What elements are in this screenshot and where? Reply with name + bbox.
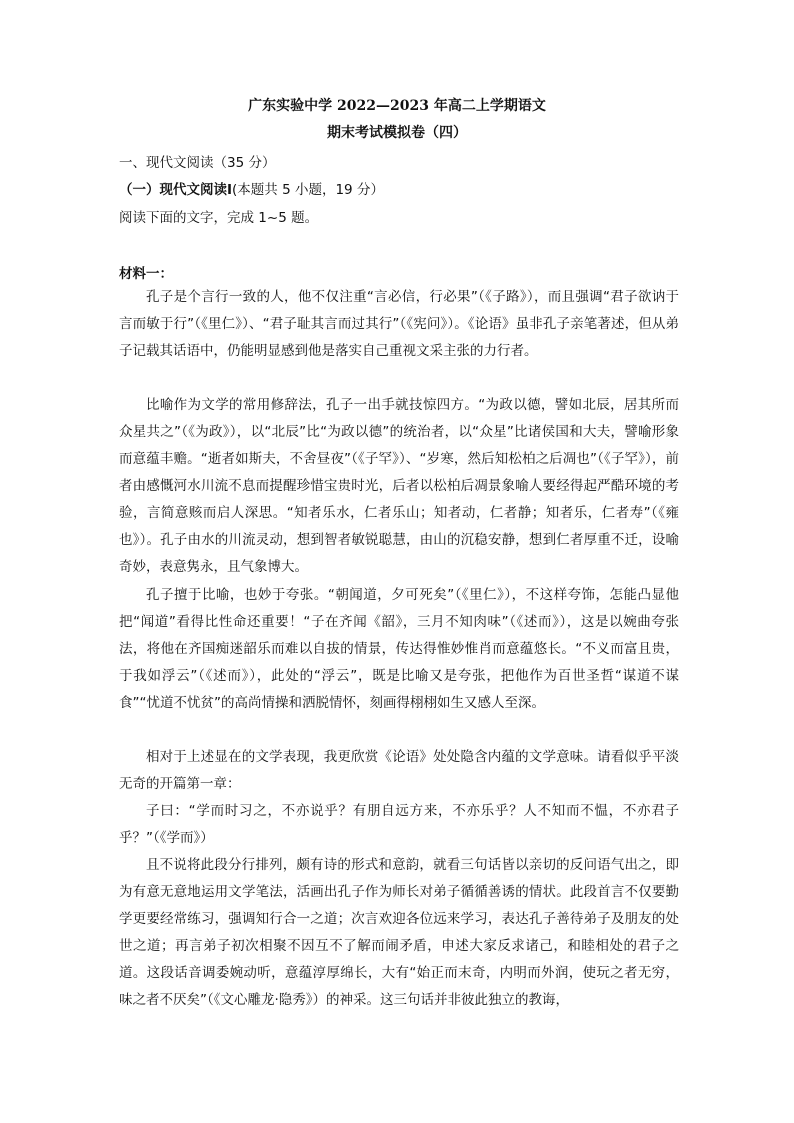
paragraph-1: 孔子是个言行一致的人，他不仅注重“言必信，行必果”（《子路》），而且强调“君子欲讷于言而敏于行”（《里仁》）、“君子耻其言而过其行”（《宪问》）。《论语》虽非孔子亲笔著述，但从弟子记载其话语中，仍能明显感到他是落实自己重视文采主张的力行者。 [119,289,679,359]
exam-title-line-1: 广东实验中学 2022—2023 年高二上学期语文 [248,98,546,114]
exam-title-line-2: 期末考试模拟卷（四） [327,125,467,141]
section-heading: 一、现代文阅读（35 分） [119,155,276,171]
subsection-heading-bold: （一）现代文阅读Ⅰ [119,182,233,198]
paragraph-3: 孔子擅于比喻，也妙于夸张。“朝闻道，夕可死矣”（《里仁》），不这样夸饰，怎能凸显他把“闻道”看得比性命还重要！“子在齐闻《韶》，三月不知肉味”（《述而》），这是以婉曲夸张法，将他在齐国痴迷韶乐而难以自拔的情景，传达得惟妙惟肖而意蕴悠长。“不义而富且贵，于我如浮云”（《述而》），此处的“浮云”，既是比喻又是夸张，把他作为百世圣哲“谋道不谋食”“忧道不忧贫”的高尚情操和洒脱情怀，刻画得栩栩如生又感人至深。 [119,587,679,711]
subsection-heading [119,178,384,198]
paragraph-5: 且不说将此段分行排列，颇有诗的形式和意韵，就看三句话皆以亲切的反问语气出之，即为有意无意地运用文学笔法，活画出孔子作为师长对弟子循循善诱的情状。此段首言不仅要勤学更要经常练习，强调知行合一之道；次言欢迎各位远来学习，表达孔子善待弟子及朋友的处世之道；再言弟子初次相聚不因互不了解而闹矛盾，申述大家反求诸己，和睦相处的君子之道。这段话音调委婉动听，意蕴淳厚绵长，大有“始正而末奇，内明而外润，使玩之者无穷，味之者不厌矣”（《文心雕龙·隐秀》）的神采。这三句话并非彼此独立的教诲， [119,857,679,1008]
material-label: 材料一： [119,266,173,282]
quoted-passage: 子曰：“学而时习之，不亦说乎？有朋自远方来，不亦乐乎？人不知而不愠，不亦君子乎？”（《学而》） [119,803,679,846]
paragraph-2: 比喻作为文学的常用修辞法，孔子一出手就技惊四方。“为政以德，譬如北辰，居其所而众星共之”（《为政》），以“北辰”比“为政以德”的统治者，以“众星”比诸侯国和大夫，譬喻形象而意蕴丰赡。“逝者如斯夫，不舍昼夜”（《子罕》）、“岁寒，然后知松柏之后凋也”（《子罕》），前者由感慨河水川流不息而提醒珍惜宝贵时光，后者以松柏后凋景象喻人要经得起严酷环境的考验，言简意赅而启人深思。“知者乐水，仁者乐山；知者动，仁者静；知者乐，仁者寿”（《雍也》）。孔子由水的川流灵动，想到智者敏锐聪慧，由山的沉稳安静，想到仁者厚重不迁，设喻奇妙，表意隽永，且气象博大。 [119,397,679,575]
paragraph-4: 相对于上述显在的文学表现，我更欣赏《论语》处处隐含内蕴的文学意味。请看似乎平淡无奇的开篇第一章： [119,749,679,792]
subsection-heading-note: (本题共 5 小题，19 分） [232,182,384,198]
reading-instruction: 阅读下面的文字，完成 1~5 题。 [119,210,319,226]
